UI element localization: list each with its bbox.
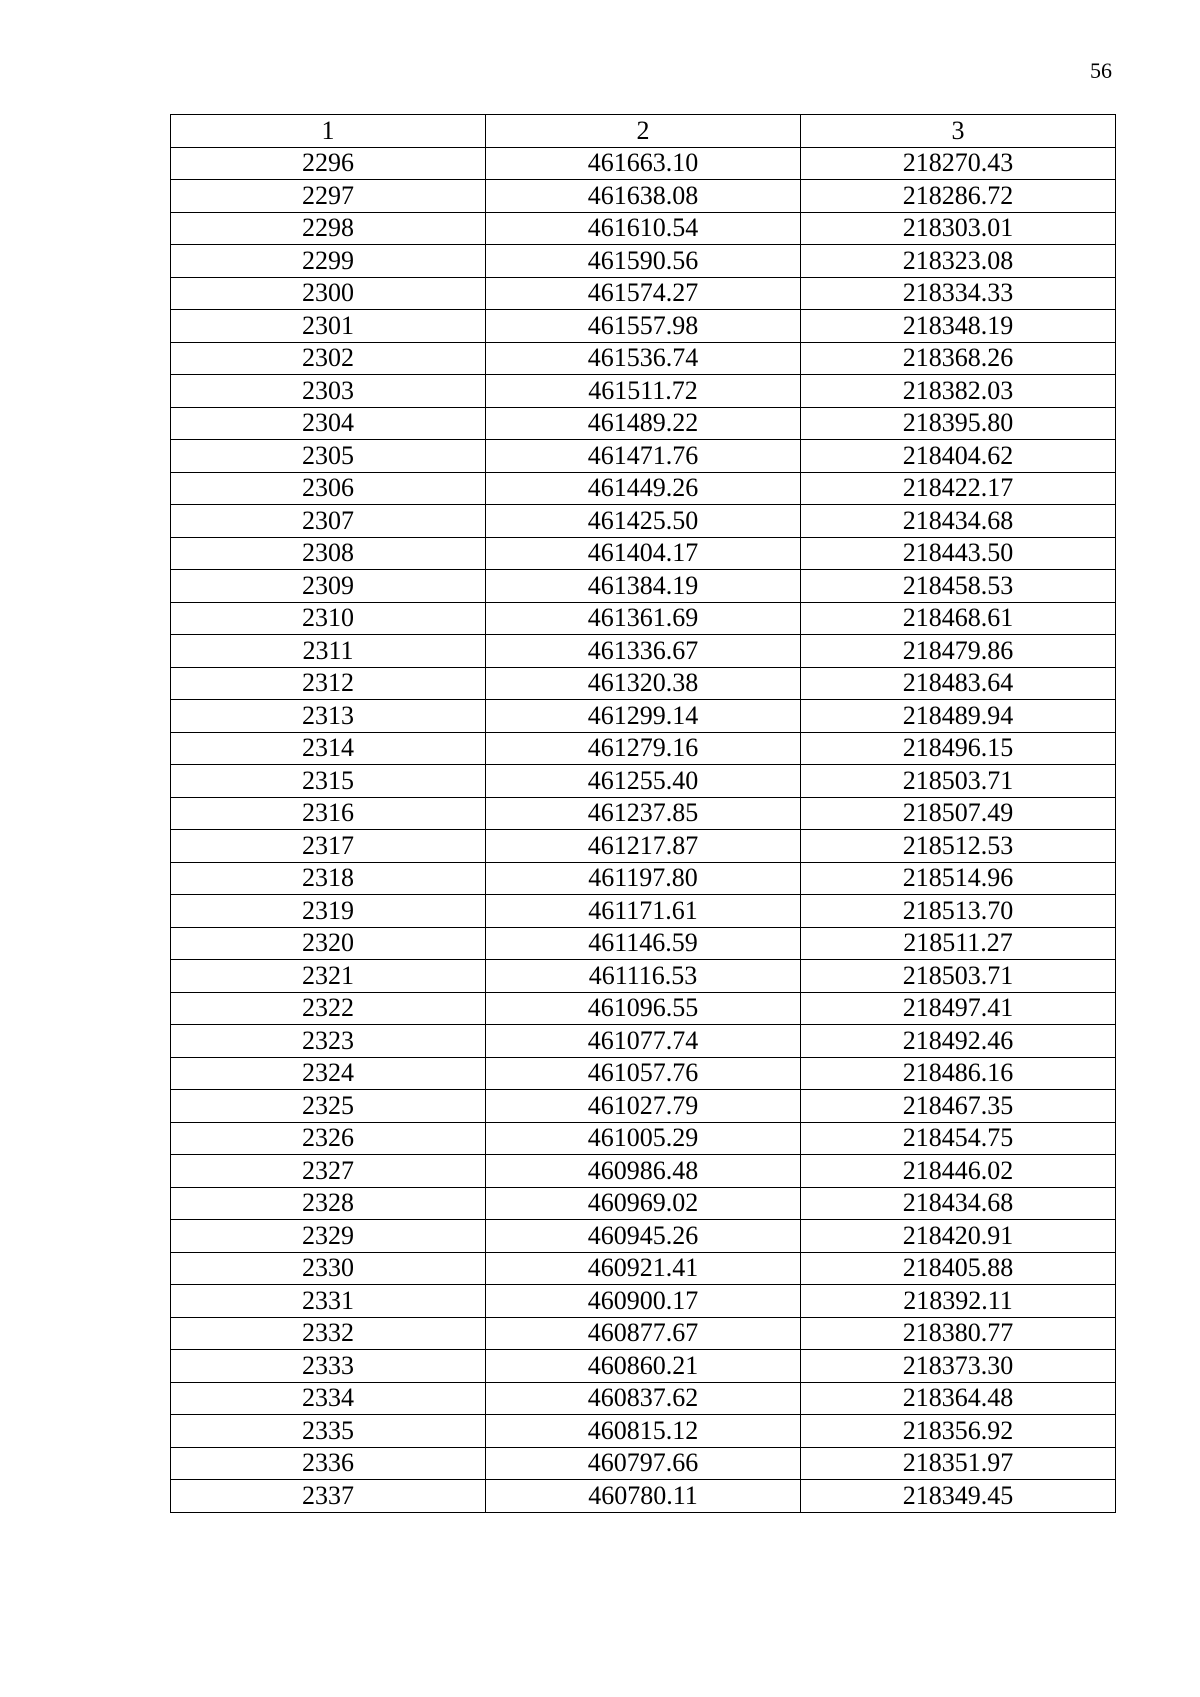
table-row	[171, 375, 1116, 408]
table-row	[171, 472, 1116, 505]
point-number-cell: 2301	[171, 310, 486, 343]
x-coordinate-cell: 461320.38	[486, 667, 801, 700]
table-row	[171, 602, 1116, 635]
point-number-cell: 2317	[171, 830, 486, 863]
x-coordinate-cell: 461096.55	[486, 992, 801, 1025]
y-coordinate-cell: 218507.49	[801, 797, 1116, 830]
table-row	[171, 1317, 1116, 1350]
table-row	[171, 635, 1116, 668]
x-coordinate-cell: 460860.21	[486, 1350, 801, 1383]
y-coordinate-cell: 218382.03	[801, 375, 1116, 408]
x-coordinate-cell: 460780.11	[486, 1480, 801, 1513]
y-coordinate-cell: 218497.41	[801, 992, 1116, 1025]
table-row	[171, 927, 1116, 960]
point-number-cell: 2298	[171, 212, 486, 245]
point-number-cell: 2314	[171, 732, 486, 765]
y-coordinate-cell: 218270.43	[801, 147, 1116, 180]
y-coordinate-cell: 218349.45	[801, 1480, 1116, 1513]
point-number-cell: 2321	[171, 960, 486, 993]
table-row	[171, 1057, 1116, 1090]
table-row	[171, 992, 1116, 1025]
x-coordinate-cell: 461077.74	[486, 1025, 801, 1058]
point-number-cell: 2311	[171, 635, 486, 668]
table-row	[171, 960, 1116, 993]
table-row	[171, 1220, 1116, 1253]
table-row	[171, 830, 1116, 863]
y-coordinate-cell: 218454.75	[801, 1122, 1116, 1155]
header-row	[171, 115, 1116, 148]
point-number-cell: 2332	[171, 1317, 486, 1350]
y-coordinate-cell: 218286.72	[801, 180, 1116, 213]
table-row	[171, 407, 1116, 440]
y-coordinate-cell: 218434.68	[801, 505, 1116, 538]
x-coordinate-cell: 460815.12	[486, 1415, 801, 1448]
table-row	[171, 862, 1116, 895]
x-coordinate-cell: 461384.19	[486, 570, 801, 603]
point-number-cell: 2328	[171, 1187, 486, 1220]
point-number-cell: 2304	[171, 407, 486, 440]
x-coordinate-cell: 461590.56	[486, 245, 801, 278]
y-coordinate-cell: 218513.70	[801, 895, 1116, 928]
y-coordinate-cell: 218483.64	[801, 667, 1116, 700]
x-coordinate-cell: 460837.62	[486, 1382, 801, 1415]
point-number-cell: 2318	[171, 862, 486, 895]
table-row	[171, 1415, 1116, 1448]
y-coordinate-cell: 218468.61	[801, 602, 1116, 635]
point-number-cell: 2320	[171, 927, 486, 960]
point-number-cell: 2322	[171, 992, 486, 1025]
table-row	[171, 537, 1116, 570]
y-coordinate-cell: 218489.94	[801, 700, 1116, 733]
point-number-cell: 2308	[171, 537, 486, 570]
y-coordinate-cell: 218486.16	[801, 1057, 1116, 1090]
y-coordinate-cell: 218395.80	[801, 407, 1116, 440]
table-row	[171, 667, 1116, 700]
x-coordinate-cell: 461471.76	[486, 440, 801, 473]
table-row	[171, 147, 1116, 180]
table-row	[171, 1122, 1116, 1155]
point-number-cell: 2327	[171, 1155, 486, 1188]
point-number-cell: 2316	[171, 797, 486, 830]
table-row	[171, 1155, 1116, 1188]
y-coordinate-cell: 218514.96	[801, 862, 1116, 895]
x-coordinate-cell: 461425.50	[486, 505, 801, 538]
y-coordinate-cell: 218422.17	[801, 472, 1116, 505]
x-coordinate-cell: 461557.98	[486, 310, 801, 343]
y-coordinate-cell: 218348.19	[801, 310, 1116, 343]
y-coordinate-cell: 218503.71	[801, 960, 1116, 993]
point-number-cell: 2337	[171, 1480, 486, 1513]
x-coordinate-cell: 461574.27	[486, 277, 801, 310]
x-coordinate-cell: 461536.74	[486, 342, 801, 375]
y-coordinate-cell: 218420.91	[801, 1220, 1116, 1253]
table-row	[171, 310, 1116, 343]
x-coordinate-cell: 461638.08	[486, 180, 801, 213]
point-number-cell: 2336	[171, 1447, 486, 1480]
y-coordinate-cell: 218373.30	[801, 1350, 1116, 1383]
y-coordinate-cell: 218405.88	[801, 1252, 1116, 1285]
column-header-2: 2	[486, 115, 801, 148]
x-coordinate-cell: 461449.26	[486, 472, 801, 505]
point-number-cell: 2324	[171, 1057, 486, 1090]
y-coordinate-cell: 218392.11	[801, 1285, 1116, 1318]
table-row	[171, 342, 1116, 375]
y-coordinate-cell: 218467.35	[801, 1090, 1116, 1123]
x-coordinate-cell: 461116.53	[486, 960, 801, 993]
x-coordinate-cell: 461217.87	[486, 830, 801, 863]
table-row	[171, 797, 1116, 830]
point-number-cell: 2315	[171, 765, 486, 798]
y-coordinate-cell: 218479.86	[801, 635, 1116, 668]
table-body	[171, 147, 1116, 1512]
y-coordinate-cell: 218334.33	[801, 277, 1116, 310]
table-row	[171, 1447, 1116, 1480]
x-coordinate-cell: 460921.41	[486, 1252, 801, 1285]
point-number-cell: 2309	[171, 570, 486, 603]
x-coordinate-cell: 461336.67	[486, 635, 801, 668]
y-coordinate-cell: 218351.97	[801, 1447, 1116, 1480]
table-row	[171, 212, 1116, 245]
point-number-cell: 2331	[171, 1285, 486, 1318]
point-number-cell: 2307	[171, 505, 486, 538]
point-number-cell: 2329	[171, 1220, 486, 1253]
table-row	[171, 732, 1116, 765]
x-coordinate-cell: 461255.40	[486, 765, 801, 798]
point-number-cell: 2334	[171, 1382, 486, 1415]
point-number-cell: 2296	[171, 147, 486, 180]
y-coordinate-cell: 218434.68	[801, 1187, 1116, 1220]
table-row	[171, 1090, 1116, 1123]
x-coordinate-cell: 461057.76	[486, 1057, 801, 1090]
table-row	[171, 1285, 1116, 1318]
table-row	[171, 1382, 1116, 1415]
table-row	[171, 1350, 1116, 1383]
table-row	[171, 245, 1116, 278]
point-number-cell: 2335	[171, 1415, 486, 1448]
x-coordinate-cell: 461005.29	[486, 1122, 801, 1155]
table-header	[171, 115, 1116, 148]
table-row	[171, 765, 1116, 798]
coordinates-table	[170, 114, 1116, 1513]
y-coordinate-cell: 218404.62	[801, 440, 1116, 473]
x-coordinate-cell: 461489.22	[486, 407, 801, 440]
y-coordinate-cell: 218511.27	[801, 927, 1116, 960]
x-coordinate-cell: 460900.17	[486, 1285, 801, 1318]
point-number-cell: 2310	[171, 602, 486, 635]
x-coordinate-cell: 461361.69	[486, 602, 801, 635]
x-coordinate-cell: 461511.72	[486, 375, 801, 408]
point-number-cell: 2297	[171, 180, 486, 213]
y-coordinate-cell: 218303.01	[801, 212, 1116, 245]
table-row	[171, 700, 1116, 733]
x-coordinate-cell: 461027.79	[486, 1090, 801, 1123]
table-row	[171, 570, 1116, 603]
table-row	[171, 440, 1116, 473]
x-coordinate-cell: 460945.26	[486, 1220, 801, 1253]
table-row	[171, 1480, 1116, 1513]
point-number-cell: 2302	[171, 342, 486, 375]
point-number-cell: 2299	[171, 245, 486, 278]
x-coordinate-cell: 460877.67	[486, 1317, 801, 1350]
x-coordinate-cell: 460986.48	[486, 1155, 801, 1188]
x-coordinate-cell: 460797.66	[486, 1447, 801, 1480]
y-coordinate-cell: 218368.26	[801, 342, 1116, 375]
x-coordinate-cell: 461171.61	[486, 895, 801, 928]
point-number-cell: 2325	[171, 1090, 486, 1123]
column-header-3: 3	[801, 115, 1116, 148]
point-number-cell: 2306	[171, 472, 486, 505]
table-row	[171, 180, 1116, 213]
point-number-cell: 2319	[171, 895, 486, 928]
x-coordinate-cell: 461404.17	[486, 537, 801, 570]
x-coordinate-cell: 461299.14	[486, 700, 801, 733]
x-coordinate-cell: 461610.54	[486, 212, 801, 245]
point-number-cell: 2323	[171, 1025, 486, 1058]
table-row	[171, 277, 1116, 310]
y-coordinate-cell: 218364.48	[801, 1382, 1116, 1415]
y-coordinate-cell: 218443.50	[801, 537, 1116, 570]
y-coordinate-cell: 218492.46	[801, 1025, 1116, 1058]
y-coordinate-cell: 218380.77	[801, 1317, 1116, 1350]
point-number-cell: 2303	[171, 375, 486, 408]
x-coordinate-cell: 461146.59	[486, 927, 801, 960]
y-coordinate-cell: 218446.02	[801, 1155, 1116, 1188]
point-number-cell: 2326	[171, 1122, 486, 1155]
y-coordinate-cell: 218458.53	[801, 570, 1116, 603]
table-row	[171, 1187, 1116, 1220]
table-row	[171, 1025, 1116, 1058]
x-coordinate-cell: 460969.02	[486, 1187, 801, 1220]
page-number: 56	[1090, 58, 1112, 83]
x-coordinate-cell: 461279.16	[486, 732, 801, 765]
y-coordinate-cell: 218356.92	[801, 1415, 1116, 1448]
x-coordinate-cell: 461663.10	[486, 147, 801, 180]
x-coordinate-cell: 461197.80	[486, 862, 801, 895]
y-coordinate-cell: 218323.08	[801, 245, 1116, 278]
point-number-cell: 2330	[171, 1252, 486, 1285]
point-number-cell: 2333	[171, 1350, 486, 1383]
table-row	[171, 505, 1116, 538]
column-header-1: 1	[171, 115, 486, 148]
y-coordinate-cell: 218512.53	[801, 830, 1116, 863]
table-row	[171, 1252, 1116, 1285]
point-number-cell: 2312	[171, 667, 486, 700]
point-number-cell: 2313	[171, 700, 486, 733]
y-coordinate-cell: 218503.71	[801, 765, 1116, 798]
point-number-cell: 2305	[171, 440, 486, 473]
table-row	[171, 895, 1116, 928]
y-coordinate-cell: 218496.15	[801, 732, 1116, 765]
point-number-cell: 2300	[171, 277, 486, 310]
x-coordinate-cell: 461237.85	[486, 797, 801, 830]
